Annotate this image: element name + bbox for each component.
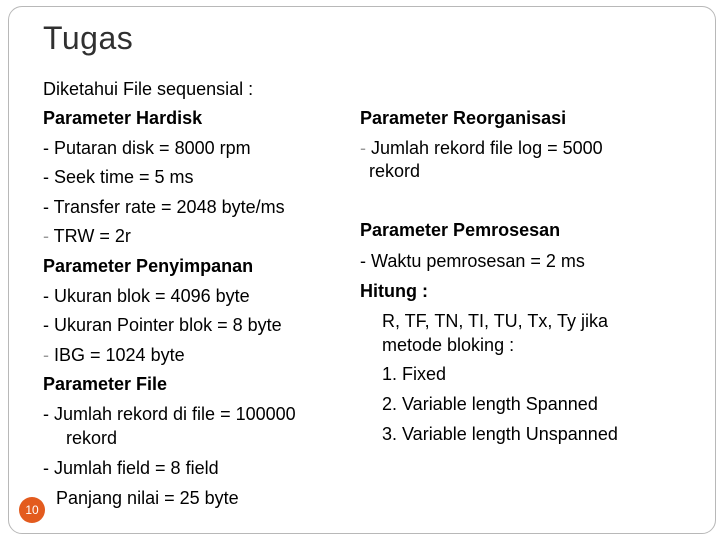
ukuran-blok-item: - Ukuran blok = 4096 byte bbox=[43, 286, 250, 306]
jumlah-field-item: - Jumlah field = 8 field bbox=[43, 458, 219, 478]
intro-text: Diketahui File sequensial : bbox=[43, 79, 254, 99]
hitung-line-1: R, TF, TN, TI, TU, Tx, Ty jika bbox=[382, 311, 609, 331]
waktu-item: - Waktu pemrosesan = 2 ms bbox=[360, 251, 585, 271]
seek-item: - Seek time = 5 ms bbox=[43, 167, 194, 187]
penyimpanan-heading: Parameter Penyimpanan bbox=[43, 256, 254, 276]
trw-dash: - bbox=[43, 226, 49, 246]
option-spanned: 2. Variable length Spanned bbox=[382, 394, 598, 414]
ukuran-pointer-item: - Ukuran Pointer blok = 8 byte bbox=[43, 315, 282, 335]
jumlah-rekord-item: - Jumlah rekord di file = 100000 bbox=[43, 404, 296, 424]
option-fixed: 1. Fixed bbox=[382, 364, 447, 384]
hitung-line-2: metode bloking : bbox=[382, 335, 515, 355]
log-dash: - bbox=[360, 138, 366, 158]
reorg-heading: Parameter Reorganisasi bbox=[360, 108, 567, 128]
panjang-nilai-item: Panjang nilai = 25 byte bbox=[56, 488, 239, 508]
log-text: Jumlah rekord file log = 5000 bbox=[366, 138, 603, 158]
hardisk-heading: Parameter Hardisk bbox=[43, 108, 203, 128]
ibg-dash: - bbox=[43, 345, 49, 365]
file-heading: Parameter File bbox=[43, 374, 168, 394]
proses-heading: Parameter Pemrosesan bbox=[360, 220, 561, 240]
option-unspanned: 3. Variable length Unspanned bbox=[382, 424, 618, 444]
trw-item bbox=[43, 226, 131, 247]
trw-text: TRW = 2r bbox=[49, 226, 131, 246]
log-item bbox=[360, 138, 603, 159]
putaran-item: - Putaran disk = 8000 rpm bbox=[43, 138, 251, 158]
ibg-text: IBG = 1024 byte bbox=[49, 345, 185, 365]
jumlah-rekord-item-cont: rekord bbox=[66, 428, 118, 448]
log-item-cont: rekord bbox=[369, 161, 421, 181]
hitung-heading: Hitung : bbox=[360, 281, 428, 301]
transfer-item: - Transfer rate = 2048 byte/ms bbox=[43, 197, 285, 217]
ibg-item bbox=[43, 345, 185, 366]
page-number-badge: 10 bbox=[19, 497, 45, 523]
slide-title: Tugas bbox=[43, 20, 134, 56]
